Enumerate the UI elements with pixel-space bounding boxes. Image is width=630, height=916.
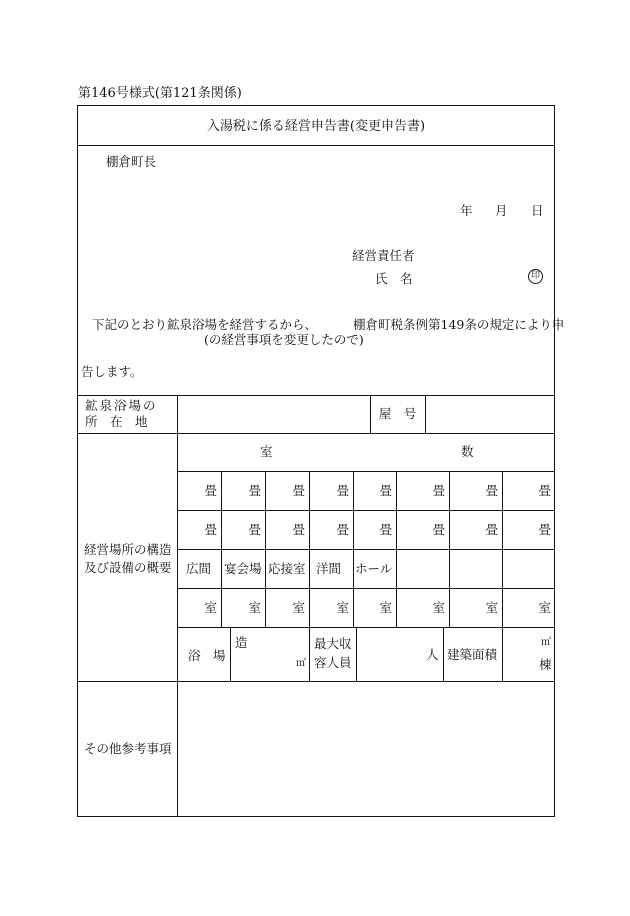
tatami-cell: 畳: [538, 522, 551, 537]
room-cell: 室: [432, 600, 445, 615]
tatami-cell: 畳: [432, 522, 445, 537]
tatami-cell: 畳: [204, 483, 217, 498]
bath-col-2: [309, 627, 310, 681]
form-frame: [77, 105, 555, 817]
tatami-cell: 畳: [336, 522, 349, 537]
addressee: 棚倉町長: [106, 154, 157, 169]
room-cell: 室: [336, 600, 349, 615]
tatami-cell: 畳: [379, 522, 392, 537]
room-cell: 室: [204, 600, 217, 615]
room-cell: 室: [248, 600, 261, 615]
rule-structure-bottom: [77, 681, 555, 682]
tatami-cell: 畳: [336, 483, 349, 498]
bath-label: 浴 場: [188, 648, 226, 663]
room-cell: 室: [379, 600, 392, 615]
declaration-line3: 告します。: [81, 364, 143, 379]
structure-label-bottom: 及び設備の概要: [84, 560, 172, 575]
tatami-cell: 畳: [204, 522, 217, 537]
bath-col-4: [443, 627, 444, 681]
rule-row3-bottom: [177, 588, 555, 589]
count-header: 数: [461, 444, 474, 459]
rule-row1-bottom: [177, 510, 555, 511]
bath-area-unit: ㎡: [296, 658, 306, 669]
bath-construction: 造: [235, 635, 248, 650]
applicant-name-label: 氏 名: [375, 271, 413, 286]
building-unit: 棟: [539, 657, 552, 672]
seal-mark: 印: [528, 269, 543, 284]
declaration-line2: (の経営事項を変更したので): [204, 332, 364, 347]
capacity-label-bottom: 容人員: [314, 655, 352, 670]
date-month: 月: [495, 203, 508, 218]
tatami-cell: 畳: [248, 483, 261, 498]
other-notes-label: その他参考事項: [84, 741, 172, 756]
capacity-label-top: 最大収: [314, 636, 352, 651]
form-number: 第146号様式(第121条関係): [78, 86, 242, 101]
applicant-role: 経営責任者: [352, 248, 415, 263]
bath-col-5: [502, 627, 503, 681]
form-title: 入湯税に係る経営申告書(変更申告書): [206, 119, 426, 134]
bath-col-1: [230, 627, 231, 681]
room-type-reception: 応接室: [268, 561, 306, 576]
room-type-banquet: 宴会場: [224, 561, 262, 576]
tatami-cell: 畳: [379, 483, 392, 498]
house-number-label: 屋 号: [378, 406, 417, 421]
location-label-top: 鉱泉浴場の: [85, 398, 158, 413]
tatami-cell: 畳: [485, 522, 498, 537]
person-unit: 人: [426, 647, 439, 662]
room-type-western: 洋間: [316, 561, 342, 576]
rule-location-bottom: [77, 433, 555, 434]
date-year: 年: [460, 203, 473, 218]
rule-title-bottom: [77, 145, 555, 146]
structure-label-top: 経営場所の構造: [84, 542, 172, 557]
declaration-line1-right: 棚倉町税条例第149条の規定により申: [353, 317, 565, 332]
room-cell: 室: [485, 600, 498, 615]
building-area-label: 建築面積: [447, 647, 498, 662]
room-cell: 室: [538, 600, 551, 615]
rule-rooms-header-bottom: [177, 471, 555, 472]
room-type-hiroma: 広間: [186, 561, 212, 576]
room-cell: 室: [292, 600, 305, 615]
tatami-cell: 畳: [432, 483, 445, 498]
tatami-cell: 畳: [292, 522, 305, 537]
rule-row4-bottom: [177, 627, 555, 628]
tatami-cell: 畳: [248, 522, 261, 537]
rule-row2-bottom: [177, 549, 555, 550]
room-type-hall: ホール: [355, 561, 393, 576]
bath-col-3: [356, 627, 357, 681]
location-label-bottom: 所 在 地: [85, 414, 148, 429]
tatami-cell: 畳: [485, 483, 498, 498]
date-day: 日: [531, 203, 544, 218]
rule-declaration-bottom: [77, 395, 555, 396]
tatami-cell: 畳: [292, 483, 305, 498]
building-area-unit: ㎡: [541, 637, 551, 648]
tatami-cell: 畳: [538, 483, 551, 498]
rooms-header: 室: [260, 444, 273, 459]
declaration-line1-left: 下記のとおり鉱泉浴場を経営するから、: [92, 317, 318, 332]
rule-house-number: [425, 395, 426, 433]
